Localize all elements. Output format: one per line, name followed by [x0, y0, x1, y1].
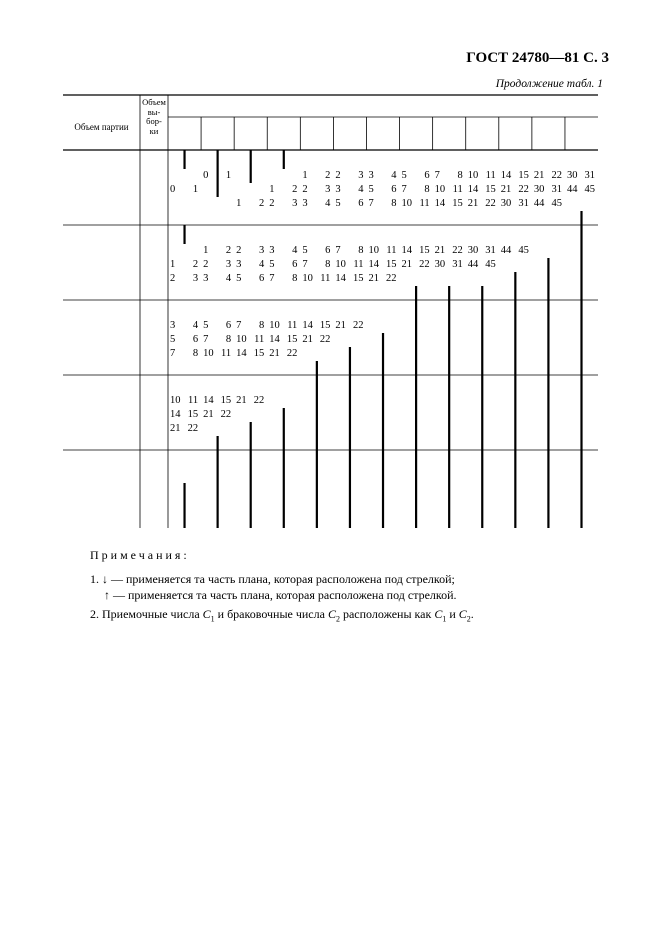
acceptance-number: 7 [269, 273, 275, 284]
acceptance-rejection-pair [302, 245, 330, 257]
note-2-text-d: и [449, 607, 456, 621]
note-2-text-c: расположены как [342, 607, 432, 621]
acceptance-rejection-pair [335, 245, 363, 257]
acceptance-rejection-pair [567, 184, 595, 196]
acceptance-rejection-pair [435, 259, 463, 271]
header-sample-size-part: бор- [146, 116, 162, 126]
rejection-number: 4 [325, 198, 331, 209]
acceptance-number: 14 [368, 259, 379, 270]
rejection-number: 3 [292, 198, 298, 209]
note-1 [90, 572, 455, 587]
acceptance-number: 10 [368, 245, 379, 256]
rejection-number: 22 [386, 273, 397, 284]
acceptance-number: 5 [203, 320, 209, 331]
rejection-number: 31 [485, 245, 496, 256]
acceptance-number: 7 [203, 334, 209, 345]
header-lot-size: Объем партии [74, 122, 129, 132]
acceptance-rejection-pair [203, 334, 231, 346]
notes-title: Примечания: [90, 548, 190, 562]
rejection-number: 11 [485, 170, 496, 181]
rejection-number: 4 [391, 170, 397, 181]
acceptance-number: 21 [368, 273, 379, 284]
acceptance-rejection-pair [402, 184, 430, 196]
rejection-number: 22 [485, 198, 496, 209]
acceptance-rejection-pair [368, 170, 396, 182]
acceptance-rejection-pair [501, 198, 529, 210]
acceptance-number: 21 [533, 170, 545, 181]
acceptance-rejection-pair [203, 259, 231, 271]
rejection-number: 15 [220, 395, 232, 406]
rejection-number: 1 [192, 184, 199, 195]
rejection-number: 31 [518, 198, 529, 209]
rejection-number: 8 [325, 259, 331, 270]
acceptance-number: 30 [533, 184, 545, 195]
rejection-number: 6 [192, 334, 199, 345]
rejection-number: 22 [253, 395, 265, 406]
acceptance-number: 5 [170, 334, 176, 345]
acceptance-rejection-pair [203, 409, 231, 421]
acceptance-number: 5 [302, 245, 308, 256]
acceptance-number: 14 [500, 170, 512, 181]
acceptance-number: 2 [203, 259, 209, 270]
acceptance-rejection-pair [269, 198, 297, 210]
rejection-number: 4 [358, 184, 364, 195]
up-arrow-icon: ↑ [104, 588, 110, 602]
rejection-number: 15 [518, 170, 529, 181]
rejection-number: 31 [584, 170, 596, 181]
acceptance-rejection-pair [402, 259, 430, 271]
acceptance-rejection-pair [236, 320, 264, 332]
acceptance-rejection-pair [402, 170, 430, 182]
acceptance-rejection-pair [170, 320, 198, 332]
acceptance-rejection-pair [203, 170, 231, 182]
rejection-number: 8 [457, 170, 463, 181]
rejection-number: 3 [192, 273, 199, 284]
acceptance-rejection-pair [170, 334, 198, 346]
acceptance-number: 21 [467, 198, 479, 209]
acceptance-rejection-pair [269, 320, 297, 332]
acceptance-number: 44 [566, 184, 578, 195]
acceptance-rejection-pair [269, 245, 297, 257]
acceptance-number: 44 [467, 259, 479, 270]
acceptance-rejection-pair [170, 184, 198, 196]
acceptance-number: 14 [434, 198, 446, 209]
rejection-number: 15 [452, 198, 463, 209]
rejection-number: 45 [584, 184, 596, 195]
acceptance-rejection-pair [468, 259, 496, 271]
rejection-number: 3 [325, 184, 331, 195]
acceptance-number: 0 [203, 170, 209, 181]
rejection-number: 8 [292, 273, 298, 284]
acceptance-rejection-pair [170, 409, 198, 421]
acceptance-rejection-pair [501, 245, 529, 257]
acceptance-number: 5 [368, 184, 374, 195]
acceptance-number: 10 [269, 320, 280, 331]
rejection-number: 11 [386, 245, 397, 256]
acceptance-number: 10 [335, 259, 346, 270]
acceptance-number: 21 [401, 259, 413, 270]
rejection-number: 15 [352, 273, 364, 284]
acceptance-rejection-pair [236, 198, 264, 210]
header-sample-size-part: вы- [147, 106, 161, 117]
acceptance-number: 3 [269, 245, 275, 256]
acceptance-rejection-pair [435, 198, 463, 210]
rejection-number: 8 [192, 348, 199, 359]
rejection-number: 2 [325, 170, 331, 181]
rejection-number: 8 [258, 320, 265, 331]
acceptance-rejection-pair [170, 395, 198, 407]
acceptance-rejection-pair [203, 245, 231, 257]
acceptance-rejection-pair [236, 334, 264, 346]
rejection-number: 3 [258, 245, 265, 256]
acceptance-rejection-pair [435, 184, 463, 196]
acceptance-number: 5 [236, 273, 242, 284]
acceptance-rejection-pair [203, 320, 231, 332]
rejection-number: 2 [258, 198, 265, 209]
acceptance-number: 21 [434, 245, 446, 256]
acceptance-table [63, 95, 598, 528]
table-grid [63, 95, 598, 528]
acceptance-rejection-pair [170, 259, 198, 271]
acceptance-number: 3 [368, 170, 374, 181]
note-2 [90, 607, 474, 623]
rejection-number: 22 [518, 184, 529, 195]
rejection-number: 22 [187, 423, 199, 434]
rejection-number: 15 [485, 184, 496, 195]
note-1b [104, 588, 457, 603]
acceptance-number: 7 [170, 348, 176, 359]
rejection-number: 4 [192, 320, 199, 331]
acceptance-number: 14 [236, 348, 247, 359]
acceptance-number: 21 [500, 184, 512, 195]
rejection-number: 1 [225, 170, 232, 181]
acceptance-rejection-pair [269, 259, 297, 271]
acceptance-rejection-pair [335, 198, 363, 210]
header-sample-size [140, 98, 168, 136]
acceptance-rejection-pair [302, 259, 330, 271]
acceptance-number: 10 [434, 184, 446, 195]
acceptance-number: 21 [335, 320, 346, 331]
acceptance-number: 30 [566, 170, 578, 181]
symbol-c1: $C_1$ [202, 607, 215, 624]
acceptance-rejection-pair [468, 184, 496, 196]
acceptance-number: 10 [467, 170, 479, 181]
acceptance-number: 7 [302, 259, 308, 270]
note-2-text-b: и браковочные числа [217, 607, 325, 621]
acceptance-rejection-pair [170, 348, 198, 360]
acceptance-number: 0 [170, 184, 176, 195]
rejection-number: 22 [319, 334, 331, 345]
acceptance-rejection-pair [170, 423, 198, 435]
acceptance-rejection-pair [302, 320, 330, 332]
symbol-c2-again: $C_2$. [458, 607, 474, 624]
rejection-number: 6 [391, 184, 397, 195]
acceptance-rejection-pair [302, 198, 330, 210]
symbol-c1-again: $C_1$ [434, 607, 447, 624]
acceptance-rejection-pair [402, 245, 430, 257]
acceptance-number: 7 [401, 184, 407, 195]
acceptance-number: 3 [335, 184, 341, 195]
acceptance-number: 2 [335, 170, 341, 181]
acceptance-number: 2 [170, 273, 176, 284]
rejection-number: 15 [253, 348, 265, 359]
rejection-number: 8 [424, 184, 430, 195]
acceptance-rejection-pair [236, 245, 264, 257]
note-1b-text: — применяется та часть плана, которая расположена под стрелкой. [113, 588, 457, 602]
rejection-number: 31 [551, 184, 562, 195]
rejection-number: 22 [551, 170, 562, 181]
rejection-number: 22 [452, 245, 463, 256]
acceptance-number: 14 [401, 245, 413, 256]
rejection-number: 11 [353, 259, 364, 270]
rejection-number: 2 [292, 184, 298, 195]
acceptance-rejection-pair [468, 170, 496, 182]
rejection-number: 2 [225, 245, 232, 256]
acceptance-number: 30 [500, 198, 512, 209]
acceptance-number: 44 [533, 198, 545, 209]
acceptance-rejection-pair [534, 170, 562, 182]
acceptance-number: 44 [500, 245, 512, 256]
page-header-title: ГОСТ 24780—81 С. 3 [466, 50, 609, 66]
rejection-number: 22 [419, 259, 430, 270]
acceptance-number: 5 [335, 198, 341, 209]
acceptance-rejection-pair [203, 273, 231, 285]
rejection-number: 4 [292, 245, 298, 256]
acceptance-number: 5 [401, 170, 407, 181]
down-arrow-icon: ↓ [102, 572, 108, 586]
acceptance-rejection-pair [236, 395, 264, 407]
rejection-number: 3 [358, 170, 364, 181]
acceptance-rejection-pair [368, 259, 396, 271]
acceptance-rejection-pair [435, 170, 463, 182]
rejection-number: 11 [452, 184, 463, 195]
note-1-number: 1. [90, 572, 99, 586]
rejection-number: 45 [551, 198, 562, 209]
acceptance-rejection-pair [368, 184, 396, 196]
acceptance-number: 10 [236, 334, 247, 345]
acceptance-rejection-pair [335, 170, 363, 182]
acceptance-number: 3 [236, 259, 242, 270]
acceptance-number: 21 [203, 409, 214, 420]
acceptance-rejection-pair [269, 184, 297, 196]
acceptance-number: 10 [203, 348, 214, 359]
rejection-number: 15 [419, 245, 430, 256]
acceptance-number: 21 [269, 348, 280, 359]
rejection-number: 22 [220, 409, 232, 420]
acceptance-number: 1 [236, 198, 242, 209]
rejection-number: 22 [286, 348, 298, 359]
acceptance-number: 30 [467, 245, 479, 256]
acceptance-rejection-pair [269, 334, 297, 346]
acceptance-rejection-pair [302, 334, 330, 346]
rejection-number: 45 [485, 259, 496, 270]
acceptance-rejection-pair [335, 184, 363, 196]
acceptance-rejection-pair [236, 259, 264, 271]
acceptance-rejection-pair [236, 273, 264, 285]
acceptance-rejection-pair [302, 170, 330, 182]
acceptance-rejection-pair [468, 245, 496, 257]
acceptance-number: 7 [236, 320, 242, 331]
acceptance-number: 14 [302, 320, 313, 331]
acceptance-rejection-pair [368, 273, 396, 285]
acceptance-rejection-pair [335, 320, 363, 332]
rejection-number: 15 [319, 320, 331, 331]
rejection-number: 6 [325, 245, 331, 256]
acceptance-rejection-pair [302, 273, 330, 285]
acceptance-number: 10 [401, 198, 413, 209]
rejection-number: 4 [258, 259, 265, 270]
symbol-c2: $C_2$ [327, 607, 340, 624]
acceptance-number: 14 [170, 409, 181, 420]
acceptance-number: 1 [203, 245, 209, 256]
rejection-number: 4 [225, 273, 232, 284]
rejection-number: 45 [518, 245, 529, 256]
rejection-number: 11 [254, 334, 265, 345]
rejection-number: 22 [352, 320, 364, 331]
rejection-number: 15 [386, 259, 397, 270]
rejection-number: 6 [225, 320, 232, 331]
acceptance-rejection-pair [335, 259, 363, 271]
rejection-number: 15 [187, 409, 199, 420]
acceptance-rejection-pair [203, 395, 231, 407]
acceptance-rejection-pair [368, 198, 396, 210]
rejection-number: 8 [391, 198, 397, 209]
acceptance-number: 10 [170, 395, 181, 406]
acceptance-number: 2 [236, 245, 242, 256]
acceptance-number: 7 [368, 198, 374, 209]
acceptance-number: 7 [335, 245, 341, 256]
rejection-number: 11 [287, 320, 298, 331]
acceptance-number: 1 [170, 259, 176, 270]
rejection-number: 2 [192, 259, 199, 270]
acceptance-number: 2 [269, 198, 275, 209]
acceptance-number: 5 [269, 259, 275, 270]
acceptance-rejection-pair [368, 245, 396, 257]
rejection-number: 15 [286, 334, 298, 345]
acceptance-number: 21 [170, 423, 181, 434]
acceptance-number: 1 [302, 170, 308, 181]
table-continuation-label: Продолжение табл. 1 [495, 78, 603, 90]
rejection-number: 6 [358, 198, 364, 209]
rejection-number: 11 [221, 348, 232, 359]
rejection-number: 6 [424, 170, 430, 181]
rejection-number: 11 [187, 395, 199, 406]
acceptance-rejection-pair [501, 184, 529, 196]
acceptance-number: 1 [269, 184, 275, 195]
acceptance-number: 14 [467, 184, 479, 195]
acceptance-rejection-pair [468, 198, 496, 210]
rejection-number: 11 [419, 198, 430, 209]
acceptance-number: 3 [302, 198, 308, 209]
acceptance-rejection-pair [203, 348, 231, 360]
header-sample-size-part: ки [149, 125, 159, 136]
acceptance-rejection-pair [534, 198, 562, 210]
acceptance-rejection-pair [170, 273, 198, 285]
acceptance-rejection-pair [302, 184, 330, 196]
acceptance-number: 3 [203, 273, 209, 284]
note-2-text-a: Приемочные числа [102, 607, 200, 621]
header-sample-size-part: Объем [142, 97, 166, 107]
acceptance-rejection-pair [534, 184, 562, 196]
acceptance-rejection-pair [567, 170, 595, 182]
acceptance-number: 3 [170, 320, 176, 331]
acceptance-number: 2 [302, 184, 308, 195]
rejection-number: 8 [358, 245, 364, 256]
rejection-number: 31 [452, 259, 463, 270]
rejection-number: 11 [320, 273, 331, 284]
acceptance-rejection-pair [435, 245, 463, 257]
acceptance-rejection-pair [402, 198, 430, 210]
rejection-number: 6 [292, 259, 298, 270]
rejection-number: 8 [225, 334, 232, 345]
acceptance-number: 14 [203, 395, 214, 406]
acceptance-number: 7 [434, 170, 440, 181]
acceptance-rejection-pair [501, 170, 529, 182]
acceptance-rejection-pair [269, 348, 297, 360]
acceptance-number: 14 [269, 334, 280, 345]
acceptance-number: 21 [236, 395, 247, 406]
acceptance-rejection-pair [236, 348, 264, 360]
acceptance-number: 30 [434, 259, 446, 270]
acceptance-number: 21 [302, 334, 313, 345]
note-1-text: — применяется та часть плана, которая расположена под стрелкой; [111, 572, 455, 586]
note-2-number: 2. [90, 607, 99, 621]
acceptance-rejection-pair [269, 273, 297, 285]
acceptance-rejection-pair [335, 273, 363, 285]
acceptance-number: 14 [335, 273, 346, 284]
rejection-number: 3 [225, 259, 232, 270]
acceptance-number: 10 [302, 273, 313, 284]
rejection-number: 6 [258, 273, 265, 284]
